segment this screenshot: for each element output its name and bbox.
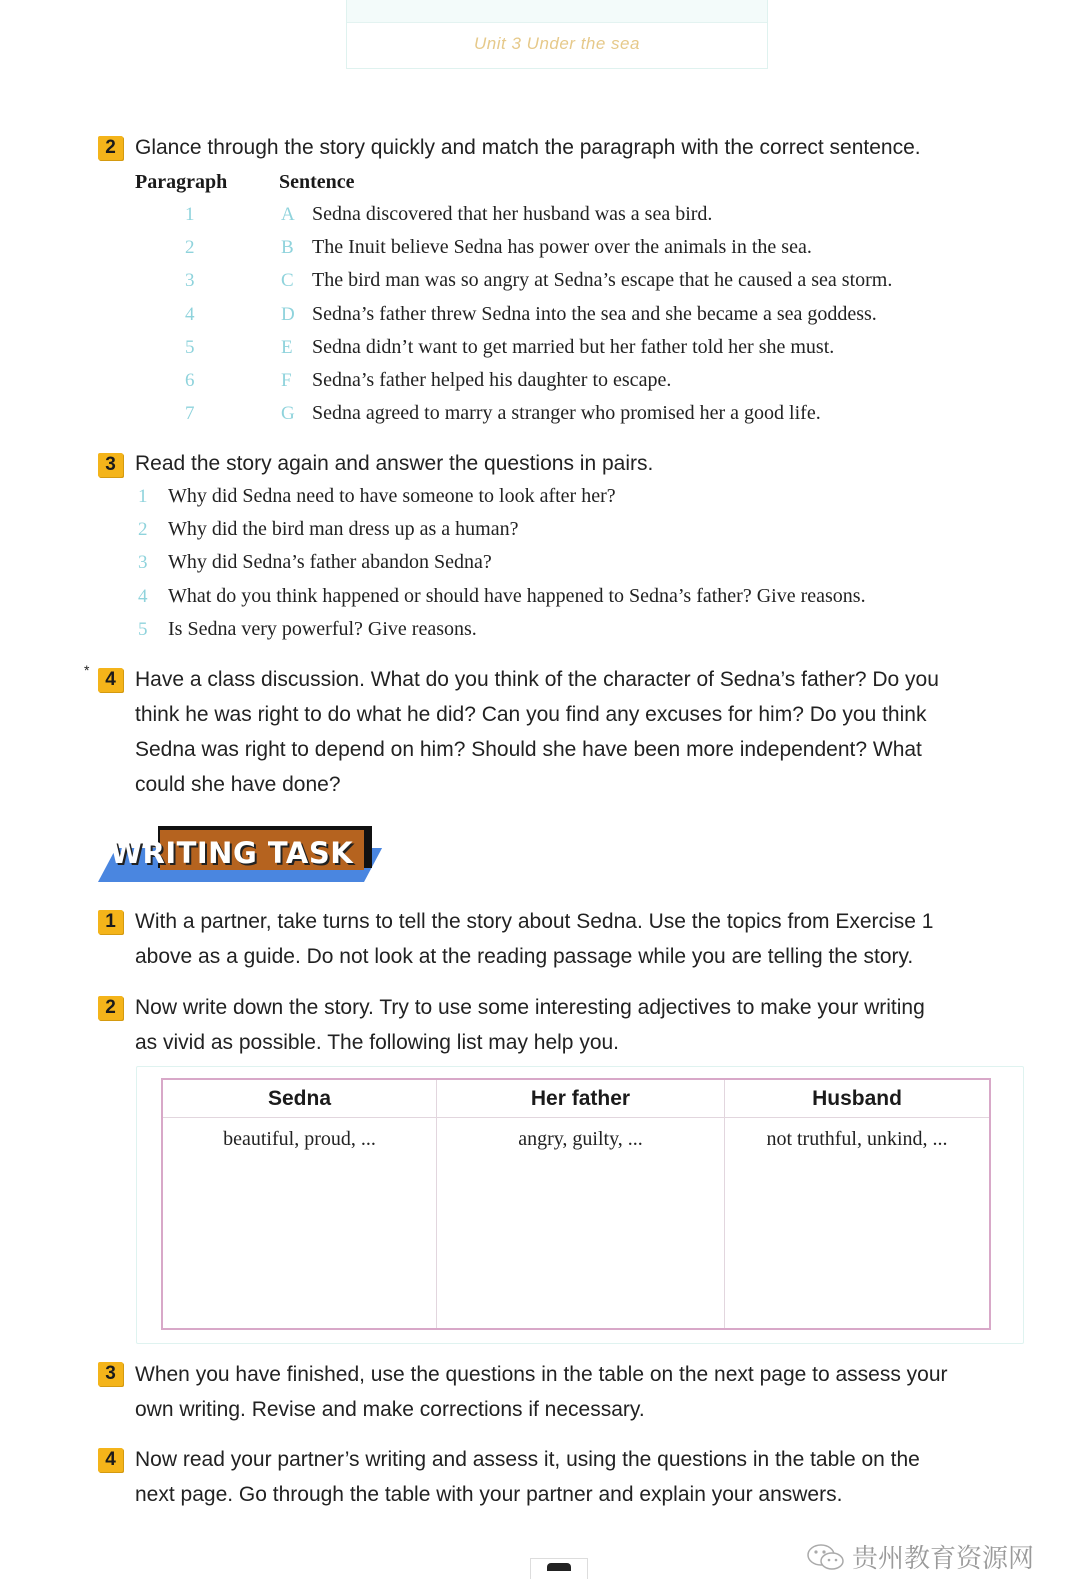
- table-cell-husband: not truthful, unkind, ...: [725, 1118, 991, 1330]
- paragraph-number: 4: [185, 304, 195, 325]
- question-number: 1: [138, 486, 148, 507]
- table-cell-her-father: angry, guilty, ...: [437, 1118, 725, 1330]
- sentence-letter: A: [281, 204, 295, 225]
- paragraph-number: 5: [185, 337, 195, 358]
- sentence-text: The bird man was so angry at Sedna’s escape that he caused a sea storm.: [312, 269, 893, 291]
- paragraph-number: 7: [185, 403, 195, 424]
- table-row: [162, 1118, 990, 1330]
- optional-star-marker: *: [84, 662, 90, 678]
- sentence-text: Sedna’s father threw Sedna into the sea and she became a sea goddess.: [312, 303, 877, 325]
- writing-task-title: WRITING TASK: [110, 836, 354, 870]
- sentence-letter: E: [281, 337, 293, 358]
- header-decoration-strip: [347, 0, 767, 23]
- paragraph-number: 2: [185, 237, 195, 258]
- watermark-text: 贵州教育资源网: [852, 1543, 1035, 1573]
- sentence-text: Sedna didn’t want to get married but her father told her she must.: [312, 336, 835, 358]
- page-number-glyph: [547, 1563, 571, 1571]
- table-header-sedna: Sedna: [162, 1079, 437, 1118]
- task-number-badge: 1: [98, 910, 123, 934]
- sentence-letter: F: [281, 370, 292, 391]
- task-line: With a partner, take turns to tell the story about Sedna. Use the topics from Exercise 1: [135, 910, 934, 933]
- exercise4-line: Sedna was right to depend on him? Should she have been more independent? What: [135, 738, 922, 761]
- exercise-number-badge: 4: [98, 668, 123, 692]
- question-text: Why did the bird man dress up as a human?: [168, 518, 519, 540]
- sentence-text: Sedna’s father helped his daughter to escape.: [312, 369, 672, 391]
- question-number: 2: [138, 519, 148, 540]
- sentence-text: Sedna discovered that her husband was a sea bird.: [312, 203, 713, 225]
- watermark: [806, 1538, 1034, 1579]
- column-header-sentence: Sentence: [279, 171, 355, 193]
- exercise2-instruction: Glance through the story quickly and match the paragraph with the correct sentence.: [135, 136, 921, 159]
- table-header-her-father: Her father: [437, 1079, 725, 1118]
- page-number-tab: [530, 1558, 588, 1579]
- paragraph-number: 6: [185, 370, 195, 391]
- table-header-row: [162, 1079, 990, 1118]
- table-cell-sedna: beautiful, proud, ...: [162, 1118, 437, 1330]
- sentence-letter: C: [281, 270, 294, 291]
- task-line: above as a guide. Do not look at the reading passage while you are telling the story.: [135, 945, 914, 968]
- unit-title: Unit 3 Under the sea: [474, 34, 640, 53]
- column-header-paragraph: Paragraph: [135, 171, 228, 193]
- paragraph-number: 3: [185, 270, 195, 291]
- writing-task-banner: [98, 826, 374, 884]
- unit-header-tab: [346, 0, 768, 69]
- question-number: 4: [138, 586, 148, 607]
- exercise-number-badge: 2: [98, 136, 123, 160]
- task-number-badge: 2: [98, 996, 123, 1020]
- exercise-number-badge: 3: [98, 453, 123, 477]
- question-text: What do you think happened or should have happened to Sedna’s father? Give reasons.: [168, 585, 866, 607]
- adjective-table: [161, 1078, 991, 1330]
- sentence-letter: D: [281, 304, 295, 325]
- question-number: 3: [138, 552, 148, 573]
- sentence-letter: B: [281, 237, 294, 258]
- task-line: When you have finished, use the questions in the table on the next page to assess your: [135, 1363, 948, 1386]
- question-text: Why did Sedna need to have someone to look after her?: [168, 485, 616, 507]
- task-line: Now read your partner’s writing and assess it, using the questions in the table on the: [135, 1448, 920, 1471]
- task-line: as vivid as possible. The following list may help you.: [135, 1031, 620, 1054]
- exercise3-instruction: Read the story again and answer the questions in pairs.: [135, 452, 654, 475]
- question-text: Is Sedna very powerful? Give reasons.: [168, 618, 477, 640]
- sentence-text: The Inuit believe Sedna has power over the animals in the sea.: [312, 236, 812, 258]
- sentence-letter: G: [281, 403, 295, 424]
- paragraph-number: 1: [185, 204, 195, 225]
- exercise4-line: think he was right to do what he did? Can you find any excuses for him? Do you think: [135, 703, 927, 726]
- question-number: 5: [138, 619, 148, 640]
- task-line: own writing. Revise and make corrections if necessary.: [135, 1398, 645, 1421]
- wechat-icon: [806, 1542, 846, 1579]
- exercise4-line: Have a class discussion. What do you think of the character of Sedna’s father? Do you: [135, 668, 939, 691]
- exercise4-line: could she have done?: [135, 773, 341, 796]
- task-line: next page. Go through the table with your partner and explain your answers.: [135, 1483, 843, 1506]
- task-line: Now write down the story. Try to use some interesting adjectives to make your writing: [135, 996, 925, 1019]
- task-number-badge: 3: [98, 1362, 123, 1386]
- sentence-text: Sedna agreed to marry a stranger who promised her a good life.: [312, 402, 821, 424]
- task-number-badge: 4: [98, 1448, 123, 1472]
- question-text: Why did Sedna’s father abandon Sedna?: [168, 551, 492, 573]
- table-header-husband: Husband: [725, 1079, 991, 1118]
